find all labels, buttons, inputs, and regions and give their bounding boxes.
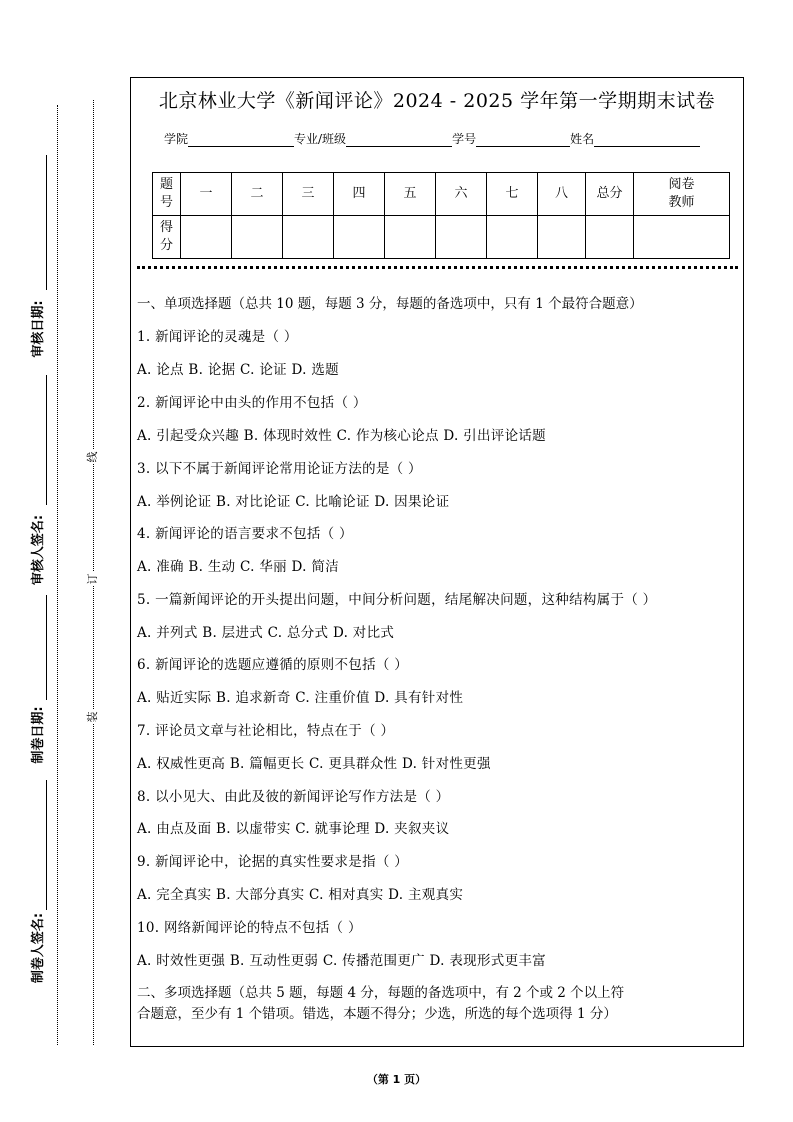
score-cell[interactable] xyxy=(232,216,283,259)
score-cell[interactable] xyxy=(436,216,487,259)
options-4: A. 准确 B. 生动 C. 华丽 D. 简洁 xyxy=(137,559,339,575)
make-date-label: 制卷日期: xyxy=(31,706,46,764)
score-table-score-label xyxy=(153,216,181,259)
student-info-row xyxy=(164,130,700,147)
review-date-line xyxy=(46,155,47,290)
college-label: 学院 xyxy=(164,132,189,146)
score-cell[interactable] xyxy=(634,216,730,259)
section-separator xyxy=(137,266,738,269)
make-date-line xyxy=(46,595,47,700)
question-9: 9. 新闻评论中，论据的真实性要求是指（ ） xyxy=(137,854,409,870)
grader-label: 阅卷教师 xyxy=(668,176,695,210)
score-col-6: 六 xyxy=(436,173,487,216)
maker-sign-line xyxy=(46,780,47,910)
options-2: A. 引起受众兴趣 B. 体现时效性 C. 作为核心论点 D. 引出评论话题 xyxy=(137,428,546,444)
score-col-7: 七 xyxy=(487,173,538,216)
row-label-score: 得分 xyxy=(159,219,173,253)
review-date-label: 审核日期: xyxy=(31,300,46,358)
student-id-field[interactable] xyxy=(476,132,570,147)
options-8: A. 由点及面 B. 以虚带实 C. 就事论理 D. 夹叙夹议 xyxy=(137,821,450,837)
college-field[interactable] xyxy=(188,132,294,147)
reviewer-sign-label: 审核人签名: xyxy=(31,514,46,586)
options-3: A. 举例论证 B. 对比论证 C. 比喻论证 D. 因果论证 xyxy=(137,494,450,510)
score-cell[interactable] xyxy=(334,216,385,259)
page-number: （第 1 页） xyxy=(366,1073,427,1086)
score-cell[interactable] xyxy=(538,216,586,259)
maker-sign-label: 制卷人签名: xyxy=(31,912,46,984)
options-10: A. 时效性更强 B. 互动性更弱 C. 传播范围更广 D. 表现形式更丰富 xyxy=(137,953,546,969)
score-table xyxy=(152,172,730,259)
student-id-label: 学号 xyxy=(452,132,477,146)
score-col-2: 二 xyxy=(232,173,283,216)
question-7: 7. 评论员文章与社论相比，特点在于（ ） xyxy=(137,723,395,739)
score-col-grader xyxy=(634,173,730,216)
options-9: A. 完全真实 B. 大部分真实 C. 相对真实 D. 主观真实 xyxy=(137,887,464,903)
options-6: A. 贴近实际 B. 追求新奇 C. 注重价值 D. 具有针对性 xyxy=(137,690,464,706)
binding-mark-order: 订 xyxy=(86,573,99,585)
score-col-8: 八 xyxy=(538,173,586,216)
question-6: 6. 新闻评论的选题应遵循的原则不包括（ ） xyxy=(137,657,409,673)
score-cell[interactable] xyxy=(283,216,334,259)
question-5: 5. 一篇新闻评论的开头提出问题，中间分析问题，结尾解决问题，这种结构属于（ ） xyxy=(137,592,657,608)
score-col-1: 一 xyxy=(181,173,232,216)
question-4: 4. 新闻评论的语言要求不包括（ ） xyxy=(137,526,353,542)
section2-heading-line1: 二、多项选择题（总共 5 题，每题 4 分，每题的备选项中，有 2 个或 2 个以上符 xyxy=(137,985,625,1001)
binding-dotted-line-left xyxy=(57,105,58,1045)
major-label: 专业/班级 xyxy=(294,132,347,146)
reviewer-sign-line xyxy=(46,375,47,505)
question-3: 3. 以下不属于新闻评论常用论证方法的是（ ） xyxy=(137,461,422,477)
section2-heading-line2: 合题意，至少有 1 个错项。错选，本题不得分；少选，所选的每个选项得 1 分） xyxy=(137,1006,617,1022)
binding-mark-fold: 装 xyxy=(86,711,99,723)
name-label: 姓名 xyxy=(570,132,595,146)
question-1: 1. 新闻评论的灵魂是（ ） xyxy=(137,329,298,345)
major-field[interactable] xyxy=(346,132,452,147)
options-1: A. 论点 B. 论据 C. 论证 D. 选题 xyxy=(137,362,339,378)
question-10: 10. 网络新闻评论的特点不包括（ ） xyxy=(137,920,362,936)
options-5: A. 并列式 B. 层进式 C. 总分式 D. 对比式 xyxy=(137,625,395,641)
name-field[interactable] xyxy=(594,132,700,147)
score-cell[interactable] xyxy=(181,216,232,259)
score-col-3: 三 xyxy=(283,173,334,216)
score-cell[interactable] xyxy=(385,216,436,259)
options-7: A. 权威性更高 B. 篇幅更长 C. 更具群众性 D. 针对性更强 xyxy=(137,756,491,772)
score-table-header-label xyxy=(153,173,181,216)
score-cell[interactable] xyxy=(487,216,538,259)
score-col-total: 总分 xyxy=(586,173,634,216)
score-col-4: 四 xyxy=(334,173,385,216)
score-col-5: 五 xyxy=(385,173,436,216)
binding-mark-line: 线 xyxy=(86,451,99,463)
question-2: 2. 新闻评论中由头的作用不包括（ ） xyxy=(137,395,367,411)
question-8: 8. 以小见大、由此及彼的新闻评论写作方法是（ ） xyxy=(137,789,450,805)
row-label-question-no: 题号 xyxy=(159,177,173,210)
section1-heading: 一、单项选择题（总共 10 题，每题 3 分，每题的备选项中，只有 1 个最符合题意） xyxy=(137,296,643,312)
exam-title: 北京林业大学《新闻评论》2024 - 2025 学年第一学期期末试卷 xyxy=(158,90,716,112)
score-cell[interactable] xyxy=(586,216,634,259)
